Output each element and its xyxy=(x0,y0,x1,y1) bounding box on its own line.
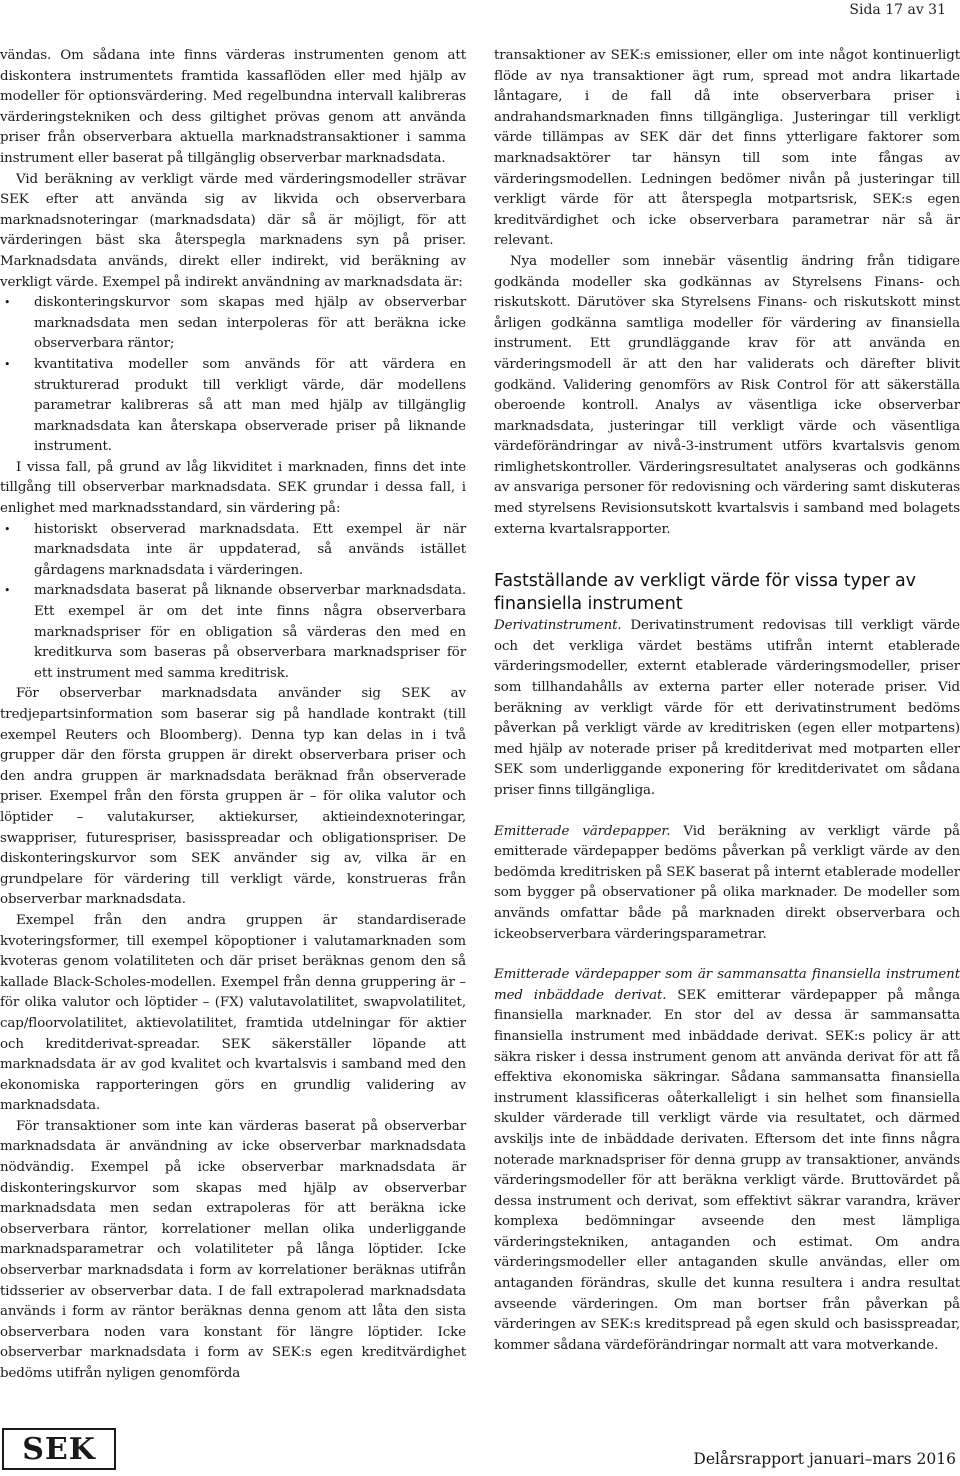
paragraph-text: Vid beräkning av verkligt värde på emitterade värdepapper bedöms påverkan på verkligt värde av den bedömda kreditrisken på SEK baserat på internt etablerade modeller som bygger på observationer på olika marknader. De modeller som används omfattar både på marknaden direkt observerbara och ickeobserverbara värderingsparametrar. xyxy=(494,823,960,942)
paragraph-text: SEK emitterar värdepapper på många finansiella marknader. En stor del av dessa är sammansatta finansiella instrument med inbäddade derivat. SEK:s policy är att säkra risker i dessa instrument genom att använda derivat för att få effektiva ekonomiska säkringar. Sådana sammansatta finansiella instrument klassificeras oåterkalleligt i sin helhet som finansiella skulder värderade till verkligt värde via resultatet, och därmed avskiljs inte de inbäddade derivaten. Eftersom det inte finns några noterade marknadspriser för denna grupp av transaktioner, används värderingsmodeller för att beräkna verkligt värde. Bruttovärdet på dessa instrument och derivat, som effektivt säkrar varandra, kräver komplexa bedömningar avseende den mest lämpliga värderingstekniken, antaganden och estimat. Om andra värderingsmodeller eller antaganden skulle användas, eller om antaganden förändras, skulle det kunna resultera i andra resultat avseende värderingen. Om man bortser från påverkan på värderingen av SEK:s kreditspread på egen skuld och basisspreadar, kommer sådana värdeförändringar normalt att vara motverkande. xyxy=(494,987,960,1353)
spacer xyxy=(494,802,960,822)
bullet-list xyxy=(0,520,466,685)
paragraph: vändas. Om sådana inte finns värderas instrumenten genom att diskontera instrumentets framtida kassaflöden eller med hjälp av modeller för optionsvärdering. Med regelbundna intervall kalibreras värderingstekniken och dess giltighet prövas genom att använda priser från observerbara aktuella marknadstransaktioner i samma instrument eller baserat på tillgänglig observerbar marknadsdata. xyxy=(0,48,466,166)
paragraph xyxy=(494,965,960,1356)
page-number: Sida 17 av 31 xyxy=(849,2,946,18)
paragraph: Exempel från den andra gruppen är standardiserade kvoteringsformer, till exempel köpoptioner i valutamarknaden som kvoteras genom volatiliteten och där priset beräknas genom den så kallade Black-Scholes-modellen. Exempel från denna gruppering är – för olika valutor och löptider – (FX) valutavolatilitet, swapvolatilitet, cap/floorvolatilitet, aktievolatilitet, framtida utdelningar för aktier och kreditderivat-spreadar. SEK säkerställer löpande att marknadsdata är av god kvalitet och kvartalsvis i samband med den ekonomiska rapporteringen görs en grundlig validering av marknadsdata. xyxy=(0,912,466,1114)
bullet-list xyxy=(0,293,466,458)
paragraph-text: Derivatinstrument redovisas till verkligt värde och det verkliga värdet bestäms utifrån internt etablerade värderingsmodeller, externt etablerade värderingsmodeller, priser som tillhandahålls av externa parter eller noterade priser. Vid beräkning av verkligt värde för ett derivatinstrument bedöms påverkan på verkligt värde av kreditrisken (egen eller motpartens) med hjälp av noterade priser på kreditderivat med motparten eller SEK som underliggande exponering för kreditderivatet om sådana priser finns tillgängliga. xyxy=(494,618,960,798)
right-column xyxy=(494,46,960,1356)
paragraph xyxy=(494,616,960,801)
list-item: • marknadsdata baserat på liknande observerbar marknadsdata. Ett exempel är om det inte finns några observerbara marknadspriser för en obligation så värderas den med en kreditkurva som baseras på observerbara marknadspriser för ett instrument med samma kreditrisk. xyxy=(34,581,466,684)
run-in-heading: Emitterade värdepapper. xyxy=(494,823,671,839)
paragraph: I vissa fall, på grund av låg likviditet i marknaden, finns det inte tillgång till observerbar marknadsdata. SEK grundar i dessa fall, i enlighet med marknadsstandard, sin värdering på: xyxy=(0,459,466,517)
list-item: • kvantitativa modeller som används för att värdera en strukturerad produkt till verkligt värde, där modellens parametrar kalibreras så att man med hjälp av tillgänglig marknadsdata kan återskapa observerade priser på liknande instrument. xyxy=(34,355,466,458)
paragraph xyxy=(494,822,960,946)
list-item: • historiskt observerad marknadsdata. Ett exempel är när marknadsdata inte är uppdaterad, så används istället gårdagens marknadsdata i värderingen. xyxy=(34,520,466,582)
list-item: • diskonteringskurvor som skapas med hjälp av observerbar marknadsdata men sedan interpoleras för att beräkna icke observerbara räntor; xyxy=(34,293,466,355)
report-title: Delårsrapport januari–mars 2016 xyxy=(693,1450,956,1468)
paragraph: För transaktioner som inte kan värderas baserat på observerbar marknadsdata är användning av icke observerbar marknadsdata nödvändig. Exempel på icke observerbar marknadsdata är diskonteringskurvor som skapas med hjälp av observerbar marknadsdata men sedan extrapoleras för att beräkna icke observerbara räntor, korrelationer mellan olika underliggande marknadsparametrar och volatiliteter på långa löptider. Icke observerbar marknadsdata i form av korrelationer beräknas utifrån tidsserier av observerbar data. I de fall extrapolerad marknadsdata används i form av räntor beräknas denna genom att låta den sista observerbara noden vara konstant för längre löptider. Icke observerbar marknadsdata i form av SEK:s egen kreditvärdighet bedöms utifrån nyligen genomförda xyxy=(0,1118,466,1381)
paragraph: Nya modeller som innebär väsentlig ändring från tidigare godkända modeller ska godkännas av Styrelsens Finans- och riskutskott. Därutöver ska Styrelsens Finans- och riskutskott minst årligen godkänna samtliga modeller för värdering av finansiella instrument. Ett grundläggande krav för att använda en värderingsmodell är att den har validerats och därefter blivit godkänd. Validering genomförs av Risk Control för att säkerställa oberoende kontroll. Analys av väsentliga icke observerbar marknadsdata, justeringar till verkligt värde och väsentliga värdeförändringar av nivå-3-instrument utförs kvartalsvis genom rimlighetskontroller. Värderingsresultatet analyseras och godkänns av ansvariga personer för redovisning och värdering samt diskuteras med styrelsens Revisionsutskott kvartalsvis i samband med bolagets externa kvartalsrapporter. xyxy=(494,253,960,537)
run-in-heading: Derivatinstrument. xyxy=(494,618,622,634)
run-in-heading: Emitterade värdepapper som är sammansatta finansiella instrument med inbäddade derivat. xyxy=(494,967,960,1003)
paragraph: transaktioner av SEK:s emissioner, eller om inte något kontinuerligt flöde av nya transaktioner ägt rum, spread mot andra likartade låntagare, i de fall då inte observerbara priser i andrahandsmarknaden finns tillgängliga. Justeringar till verkligt värde tillämpas av SEK där det finns ytterligare faktorer som marknadsaktörer tar hänsyn till som inte fångas av värderingsmodellen. Ledningen bedömer nivån på justeringar till verkligt värde för att återspegla motpartsrisk, SEK:s egen kreditvärdighet och icke observerbara parametrar när så är relevant. xyxy=(494,48,960,249)
sek-logo: SEK xyxy=(2,1428,116,1470)
spacer xyxy=(494,945,960,965)
left-column xyxy=(0,46,466,1385)
section-heading: Fastställande av verkligt värde för vissa typer av finansiella instrument xyxy=(494,571,916,615)
paragraph: För observerbar marknadsdata använder sig SEK av tredjepartsinformation som baserar sig på handlade kontrakt (till exempel Reuters och Bloomberg). Denna typ kan delas in i två grupper där den första gruppen är direkt observerbara priser och den andra gruppen är marknadsdata beräknad från observerade priser. Exempel från den första gruppen är – för olika valutor och löptider – valutakurser, aktiekurser, aktieindexnoteringar, swappriser, futurespriser, basisspreadar och obligationspriser. De diskonteringskurvor som SEK använder sig av, vilka är en grundpelare för värdering till verkligt värde, konstrueras från observerbar marknadsdata. xyxy=(0,686,466,908)
paragraph: Vid beräkning av verkligt värde med värderingsmodeller strävar SEK efter att använda sig av likvida och observerbara marknadsnoteringar (marknadsdata) där så är möjligt, för att värderingen bäst ska återspegla marknadens syn på priser. Marknadsdata används, direkt eller indirekt, vid beräkning av verkligt värde. Exempel på indirekt användning av marknadsdata är: xyxy=(0,171,466,290)
